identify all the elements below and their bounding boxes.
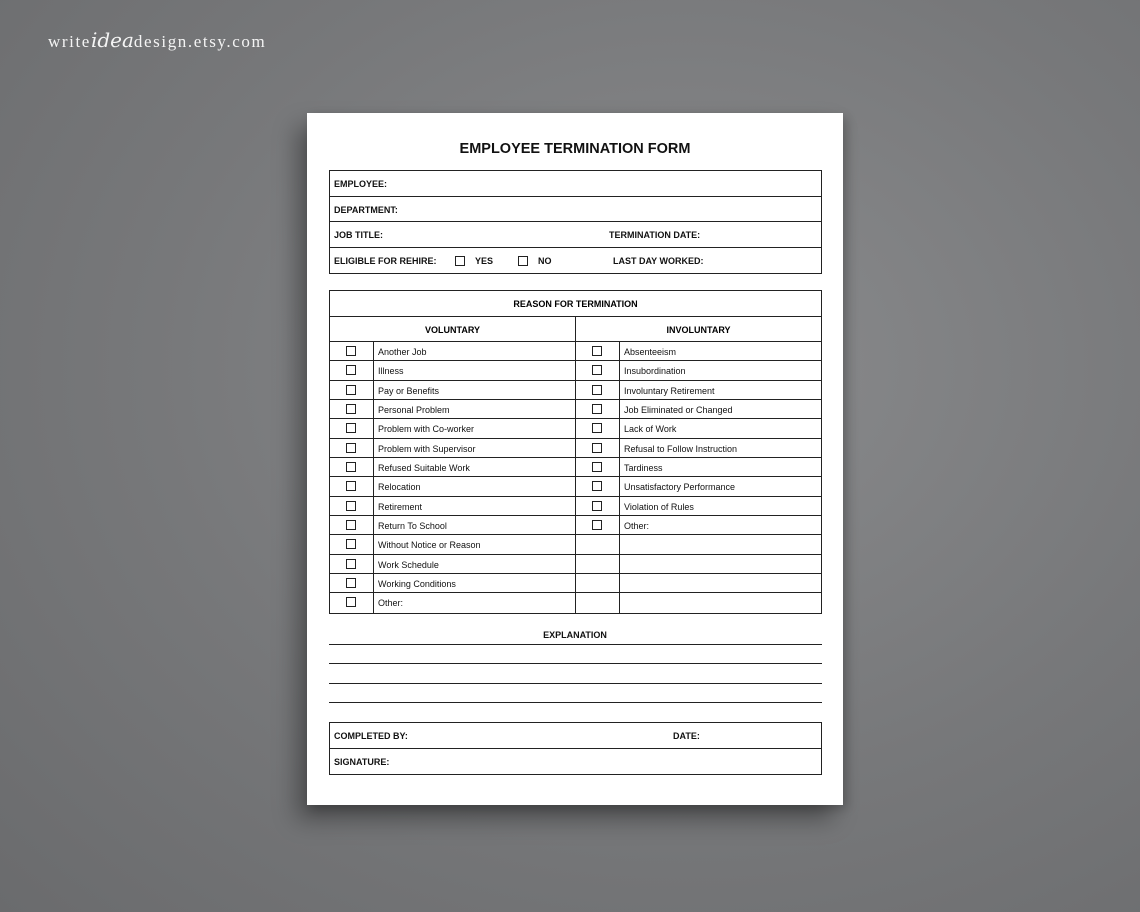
reason-title: REASON FOR TERMINATION bbox=[330, 291, 821, 317]
employee-label: EMPLOYEE: bbox=[334, 179, 388, 189]
reason-label: Refusal to Follow Instruction bbox=[624, 443, 738, 454]
checkbox-cell bbox=[330, 497, 374, 515]
form-title: EMPLOYEE TERMINATION FORM bbox=[459, 141, 691, 157]
employee-info-box bbox=[329, 170, 822, 274]
reason-item bbox=[330, 419, 575, 438]
reason-grid bbox=[330, 342, 821, 613]
reason-item bbox=[576, 477, 821, 496]
form-page bbox=[307, 113, 843, 805]
checkbox-cell bbox=[330, 381, 374, 399]
reason-item bbox=[330, 497, 575, 516]
reason-label bbox=[620, 593, 821, 612]
reason-checkbox[interactable] bbox=[346, 501, 356, 511]
reason-label: Problem with Co-worker bbox=[378, 424, 475, 435]
reason-item bbox=[576, 381, 821, 400]
reason-checkbox[interactable] bbox=[592, 404, 602, 414]
checkbox-cell bbox=[576, 593, 620, 612]
explanation-line[interactable] bbox=[329, 683, 822, 684]
voluntary-column bbox=[330, 342, 576, 613]
reason-label: Retirement bbox=[378, 501, 423, 512]
reason-label: Absenteeism bbox=[624, 347, 677, 357]
reason-item bbox=[576, 535, 821, 554]
rehire-label: ELIGIBLE FOR REHIRE: bbox=[334, 255, 437, 266]
reason-item bbox=[576, 400, 821, 419]
reason-label: Other: bbox=[378, 598, 404, 609]
reason-label: Other: bbox=[624, 521, 650, 532]
yes-label: YES bbox=[475, 255, 494, 266]
reason-label: Return To School bbox=[378, 521, 447, 532]
reason-item bbox=[330, 477, 575, 496]
reason-label bbox=[620, 555, 821, 573]
completed-by-row[interactable] bbox=[330, 723, 821, 749]
job-title-label: JOB TITLE: bbox=[334, 230, 383, 241]
explanation-line[interactable] bbox=[329, 663, 822, 664]
reason-checkbox[interactable] bbox=[346, 578, 356, 588]
reason-item bbox=[330, 439, 575, 458]
reason-label: Involuntary Retirement bbox=[624, 385, 715, 396]
reason-checkbox[interactable] bbox=[592, 481, 602, 491]
reason-label bbox=[620, 535, 821, 553]
reason-item bbox=[330, 555, 575, 574]
completion-box bbox=[329, 722, 822, 775]
reason-checkbox[interactable] bbox=[592, 520, 602, 530]
reason-checkbox[interactable] bbox=[592, 365, 602, 375]
reason-checkbox[interactable] bbox=[346, 346, 356, 356]
signature-label: SIGNATURE: bbox=[334, 756, 390, 767]
reason-label: Tardiness bbox=[624, 463, 663, 474]
reason-label: Pay or Benefits bbox=[378, 385, 440, 396]
reason-label: Unsatisfactory Performance bbox=[624, 482, 736, 493]
reason-checkbox[interactable] bbox=[346, 520, 356, 530]
reason-item bbox=[576, 439, 821, 458]
reason-label: Work Schedule bbox=[378, 559, 439, 570]
checkbox-cell bbox=[576, 535, 620, 553]
checkbox-cell bbox=[576, 400, 620, 418]
reason-checkbox[interactable] bbox=[346, 443, 356, 453]
reason-item bbox=[576, 458, 821, 477]
reason-label: Insubordination bbox=[624, 366, 686, 377]
reason-item bbox=[576, 516, 821, 535]
reason-item bbox=[576, 361, 821, 380]
reason-label: Working Conditions bbox=[378, 579, 456, 590]
checkbox-cell bbox=[576, 419, 620, 437]
checkbox-cell bbox=[576, 477, 620, 495]
reason-checkbox[interactable] bbox=[346, 423, 356, 433]
reason-item bbox=[576, 497, 821, 516]
checkbox-cell bbox=[576, 342, 620, 360]
checkbox-cell bbox=[330, 555, 374, 573]
reason-item bbox=[330, 400, 575, 419]
reason-item bbox=[576, 342, 821, 361]
reason-checkbox[interactable] bbox=[346, 404, 356, 414]
checkbox-cell bbox=[576, 381, 620, 399]
checkbox-cell bbox=[576, 497, 620, 515]
checkbox-cell bbox=[576, 439, 620, 457]
watermark-suffix: design.etsy.com bbox=[133, 32, 267, 51]
reason-label: Relocation bbox=[378, 482, 421, 493]
employee-row[interactable] bbox=[330, 171, 821, 197]
watermark-script: idea bbox=[90, 28, 134, 52]
explanation-line[interactable] bbox=[329, 644, 822, 645]
reason-checkbox[interactable] bbox=[346, 481, 356, 491]
reason-item bbox=[576, 593, 821, 612]
reason-label: Violation of Rules bbox=[624, 501, 694, 512]
reason-checkbox[interactable] bbox=[592, 385, 602, 395]
checkbox-cell bbox=[576, 555, 620, 573]
reason-box bbox=[329, 290, 822, 614]
reason-item bbox=[330, 535, 575, 554]
checkbox-cell bbox=[330, 535, 374, 553]
signature-row[interactable] bbox=[330, 749, 821, 775]
reason-label: Personal Problem bbox=[378, 405, 450, 416]
reason-item bbox=[330, 361, 575, 380]
explanation-line[interactable] bbox=[329, 702, 822, 703]
watermark bbox=[48, 28, 266, 52]
rehire-no-checkbox[interactable] bbox=[518, 256, 528, 266]
reason-checkbox[interactable] bbox=[592, 346, 602, 356]
last-day-label: LAST DAY WORKED: bbox=[613, 255, 704, 266]
reason-column-headers bbox=[330, 317, 821, 343]
reason-label: Another Job bbox=[378, 347, 427, 357]
reason-checkbox[interactable] bbox=[346, 539, 356, 549]
completed-by-label: COMPLETED BY: bbox=[334, 731, 408, 741]
reason-label: Lack of Work bbox=[624, 424, 677, 435]
explanation-title: EXPLANATION bbox=[543, 630, 607, 640]
checkbox-cell bbox=[576, 574, 620, 592]
reason-checkbox[interactable] bbox=[346, 365, 356, 375]
checkbox-cell bbox=[330, 516, 374, 534]
reason-checkbox[interactable] bbox=[346, 597, 356, 607]
reason-item bbox=[576, 419, 821, 438]
job-title-row[interactable] bbox=[330, 222, 821, 248]
reason-label: Job Eliminated or Changed bbox=[624, 405, 733, 416]
rehire-yes-checkbox[interactable] bbox=[455, 256, 465, 266]
checkbox-cell bbox=[330, 593, 374, 612]
reason-checkbox[interactable] bbox=[592, 443, 602, 453]
checkbox-cell bbox=[330, 342, 374, 360]
date-label: DATE: bbox=[673, 731, 700, 741]
watermark-prefix: write bbox=[48, 32, 91, 51]
checkbox-cell bbox=[330, 400, 374, 418]
rehire-row bbox=[330, 248, 821, 274]
checkbox-cell bbox=[576, 361, 620, 379]
no-label: NO bbox=[538, 255, 552, 266]
department-label: DEPARTMENT: bbox=[334, 204, 398, 215]
reason-item bbox=[330, 381, 575, 400]
involuntary-column bbox=[576, 342, 821, 613]
reason-checkbox[interactable] bbox=[592, 462, 602, 472]
reason-item bbox=[576, 574, 821, 593]
department-row[interactable] bbox=[330, 197, 821, 223]
reason-item bbox=[330, 516, 575, 535]
checkbox-cell bbox=[576, 516, 620, 534]
checkbox-cell bbox=[330, 574, 374, 592]
reason-item bbox=[330, 342, 575, 361]
checkbox-cell bbox=[576, 458, 620, 476]
reason-checkbox[interactable] bbox=[346, 385, 356, 395]
reason-item bbox=[576, 555, 821, 574]
reason-item bbox=[330, 458, 575, 477]
reason-item bbox=[330, 574, 575, 593]
reason-item bbox=[330, 593, 575, 612]
checkbox-cell bbox=[330, 458, 374, 476]
termination-date-label: TERMINATION DATE: bbox=[609, 230, 701, 241]
reason-checkbox[interactable] bbox=[346, 559, 356, 569]
reason-label: Refused Suitable Work bbox=[378, 463, 470, 474]
checkbox-cell bbox=[330, 477, 374, 495]
checkbox-cell bbox=[330, 361, 374, 379]
checkbox-cell bbox=[330, 419, 374, 437]
reason-label: Problem with Supervisor bbox=[378, 443, 476, 454]
reason-checkbox[interactable] bbox=[592, 501, 602, 511]
reason-checkbox[interactable] bbox=[346, 462, 356, 472]
involuntary-header: INVOLUNTARY bbox=[666, 324, 731, 335]
reason-label: Illness bbox=[378, 366, 404, 377]
voluntary-header: VOLUNTARY bbox=[330, 317, 576, 342]
reason-label bbox=[620, 574, 821, 592]
checkbox-cell bbox=[330, 439, 374, 457]
reason-label: Without Notice or Reason bbox=[378, 540, 481, 551]
reason-checkbox[interactable] bbox=[592, 423, 602, 433]
